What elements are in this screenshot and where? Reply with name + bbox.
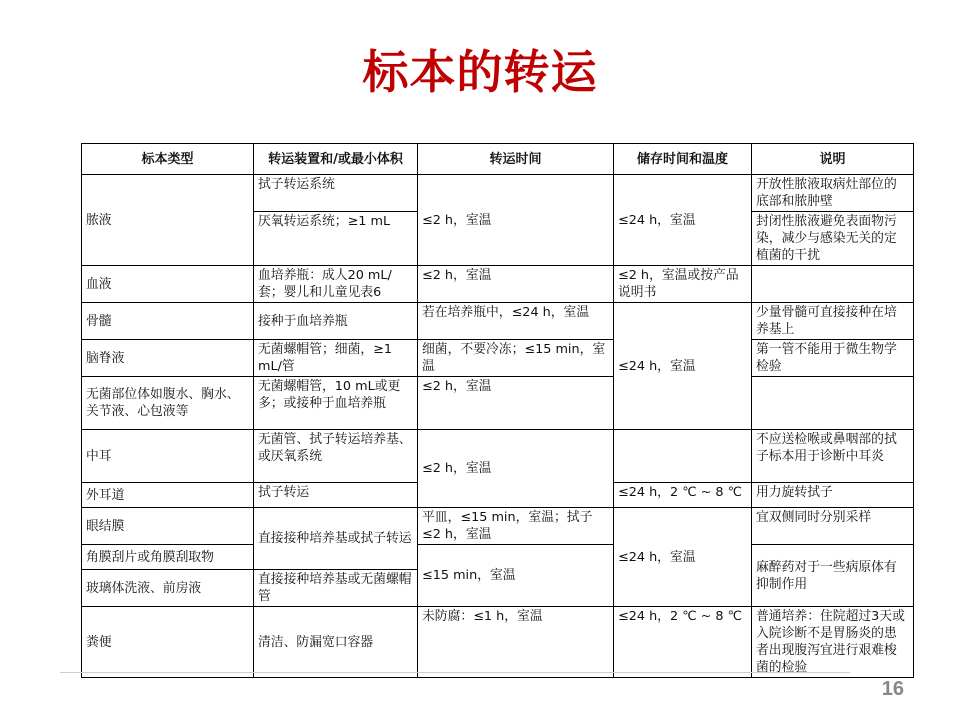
- cell-note: 第一管不能用于微生物学检验: [752, 340, 914, 377]
- cell-note: 封闭性脓液避免表面物污染，减少与感染无关的定植菌的干扰: [752, 212, 914, 266]
- table-row: [82, 340, 914, 377]
- header-specimen-type: 标本类型: [82, 144, 254, 175]
- cell-time: 未防腐：≤1 h，室温: [418, 607, 614, 678]
- cell-time: 细菌，不要冷冻；≤15 min，室温: [418, 340, 614, 377]
- cell-device: 拭子转运: [254, 483, 418, 508]
- table-row: [82, 303, 914, 340]
- cell-time: ≤2 h，室温: [418, 266, 614, 303]
- cell-time: ≤2 h，室温: [418, 175, 614, 266]
- cell-device: 清洁、防漏宽口容器: [254, 607, 418, 678]
- cell-note: 麻醉药对于一些病原体有抑制作用: [752, 545, 914, 607]
- cell-type-stool: 粪便: [82, 607, 254, 678]
- cell-type-csf: 脑脊液: [82, 340, 254, 377]
- cell-note: 少量骨髓可直接接种在培养基上: [752, 303, 914, 340]
- cell-device: 无菌螺帽管；细菌，≥1 mL/管: [254, 340, 418, 377]
- table-row: [82, 607, 914, 678]
- cell-time: ≤2 h，室温: [418, 430, 614, 508]
- table-row: [82, 175, 914, 212]
- cell-note: [752, 377, 914, 430]
- cell-time: ≤15 min，室温: [418, 545, 614, 607]
- cell-device: 无菌螺帽管，10 mL或更多；或接种于血培养瓶: [254, 377, 418, 430]
- cell-storage: ≤2 h，室温或按产品说明书: [614, 266, 752, 303]
- cell-note: 宜双侧同时分别采样: [752, 508, 914, 545]
- table-row: [82, 266, 914, 303]
- header-storage: 储存时间和温度: [614, 144, 752, 175]
- cell-type-vitreous: 玻璃体洗液、前房液: [82, 570, 254, 607]
- cell-type-outer-ear: 外耳道: [82, 483, 254, 508]
- cell-device: 血培养瓶：成人20 mL/套；婴儿和儿童见表6: [254, 266, 418, 303]
- cell-device: 拭子转运系统: [254, 175, 418, 212]
- cell-type-blood: 血液: [82, 266, 254, 303]
- cell-type-pus: 脓液: [82, 175, 254, 266]
- cell-device: 直接接种培养基或无菌螺帽管: [254, 570, 418, 607]
- cell-storage: ≤24 h，2 ℃ ~ 8 ℃: [614, 483, 752, 508]
- cell-note: 用力旋转拭子: [752, 483, 914, 508]
- table-header-row: [82, 144, 914, 175]
- cell-storage: [614, 430, 752, 483]
- cell-note: [752, 266, 914, 303]
- header-transport-time: 转运时间: [418, 144, 614, 175]
- cell-type-sterile-fluid: 无菌部位体如腹水、胸水、关节液、心包液等: [82, 377, 254, 430]
- page-number: 16: [881, 678, 904, 700]
- cell-device: 厌氧转运系统；≥1 mL: [254, 212, 418, 266]
- cell-storage: ≤24 h，室温: [614, 175, 752, 266]
- cell-note: 普通培养：住院超过3天或入院诊断不是胃肠炎的患者出现腹泻宜进行艰难梭菌的检验: [752, 607, 914, 678]
- cell-time: ≤2 h，室温: [418, 377, 614, 430]
- slide-title: 标本的转运: [362, 45, 598, 99]
- cell-type-cornea: 角膜刮片或角膜刮取物: [82, 545, 254, 570]
- header-notes: 说明: [752, 144, 914, 175]
- cell-device: 直接接种培养基或拭子转运: [254, 508, 418, 570]
- specimen-transport-table: [81, 143, 914, 678]
- cell-note: 不应送检喉或鼻咽部的拭子标本用于诊断中耳炎: [752, 430, 914, 483]
- cell-time: 平皿，≤15 min，室温；拭子≤2 h，室温: [418, 508, 614, 545]
- cell-storage-shared: ≤24 h，室温: [614, 303, 752, 430]
- cell-storage: ≤24 h，2 ℃ ~ 8 ℃: [614, 607, 752, 678]
- cell-device: 无菌管、拭子转运培养基、或厌氧系统: [254, 430, 418, 483]
- cell-type-middle-ear: 中耳: [82, 430, 254, 483]
- table-row: [82, 377, 914, 430]
- cell-device: 接种于血培养瓶: [254, 303, 418, 340]
- table-row: [82, 545, 914, 570]
- cell-time: 若在培养瓶中，≤24 h，室温: [418, 303, 614, 340]
- cell-type-marrow: 骨髓: [82, 303, 254, 340]
- cell-storage-eye: ≤24 h，室温: [614, 508, 752, 607]
- footer-divider: [60, 672, 850, 673]
- header-transport-device: 转运装置和/或最小体积: [254, 144, 418, 175]
- cell-note: 开放性脓液取病灶部位的底部和脓肿壁: [752, 175, 914, 212]
- table-row: [82, 508, 914, 545]
- table-row: [82, 430, 914, 483]
- cell-type-conjunctiva: 眼结膜: [82, 508, 254, 545]
